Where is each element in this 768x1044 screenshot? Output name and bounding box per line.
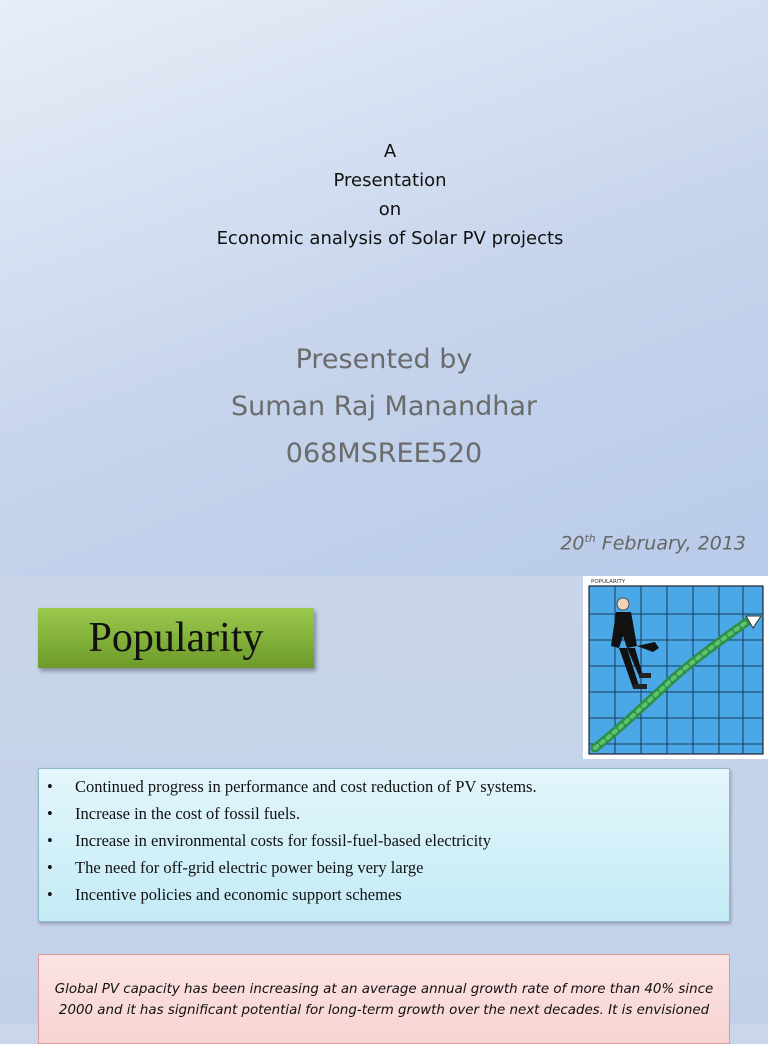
presentation-date: [560, 532, 746, 554]
popularity-heading: Popularity: [88, 615, 264, 661]
presentation-title: [0, 137, 768, 253]
bullet-item: • Increase in the cost of fossil fuels.: [39, 800, 729, 827]
bullet-item: • The need for off-grid electric power being very large: [39, 854, 729, 881]
popularity-cartoon: [583, 576, 768, 759]
bullet-item: • Continued progress in performance and cost reduction of PV systems.: [39, 773, 729, 800]
cartoon-caption: POPULARITY: [591, 579, 626, 585]
title-line-on: on: [378, 199, 402, 220]
title-line-topic: Economic analysis of Solar PV projects: [216, 228, 564, 249]
title-line-a: A: [383, 141, 397, 162]
popularity-bullet-list: [38, 768, 730, 922]
date-day: 20: [560, 532, 585, 555]
date-rest: February, 2013: [595, 532, 746, 555]
bullet-item: • Increase in environmental costs for fossil-fuel-based electricity: [39, 827, 729, 854]
presented-by-label: Presented by: [295, 344, 473, 375]
presenter-block: [0, 336, 768, 477]
cartoon-image: [583, 576, 768, 759]
presenter-id: 068MSREE520: [285, 438, 483, 469]
title-line-presentation: Presentation: [333, 170, 447, 191]
bullet-item: • Incentive policies and economic support schemes: [39, 881, 729, 908]
popularity-heading-box: [38, 608, 314, 668]
popularity-slide: [0, 576, 768, 1024]
growth-note-box: [38, 954, 730, 1044]
date-suffix: th: [584, 532, 596, 545]
growth-note-text: Global PV capacity has been increasing at an average annual growth rate of more than 40% since 2000 and it has significant potential for long-term growth over the next decades. It is envisioned: [54, 982, 714, 1018]
presenter-name: Suman Raj Manandhar: [230, 391, 538, 422]
